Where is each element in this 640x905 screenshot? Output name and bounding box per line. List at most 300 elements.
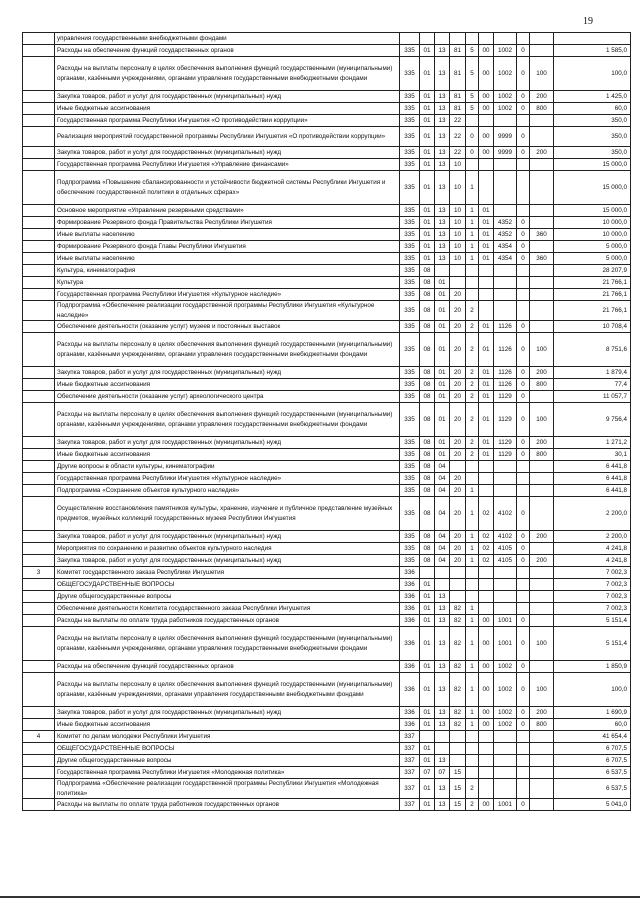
subprogram-code: 5 <box>466 91 479 103</box>
direction-suffix <box>517 171 530 205</box>
direction-code: 1002 <box>494 707 517 719</box>
amount: 21 766,1 <box>554 277 631 289</box>
event-code: 00 <box>479 707 494 719</box>
section-code: 08 <box>420 473 435 485</box>
expense-type-code <box>530 543 554 555</box>
amount: 1 425,0 <box>554 91 631 103</box>
table-row <box>23 755 631 767</box>
expense-type-code <box>530 473 554 485</box>
amount: 21 766,1 <box>554 289 631 301</box>
admin-code: 335 <box>400 45 420 57</box>
expense-type-code: 100 <box>530 57 554 91</box>
amount: 28 207,9 <box>554 265 631 277</box>
row-name: Расходы на обеспечение функций государственных органов <box>55 661 400 673</box>
expense-type-code <box>530 33 554 45</box>
expense-type-code <box>530 591 554 603</box>
subprogram-code: 5 <box>466 57 479 91</box>
subsection-code <box>435 743 450 755</box>
table-row <box>23 779 631 799</box>
row-name: Государственная программа Республики Ингушетия «Молодежная политика» <box>55 767 400 779</box>
row-number <box>23 437 55 449</box>
subprogram-code: 1 <box>466 707 479 719</box>
direction-suffix: 0 <box>517 229 530 241</box>
expense-type-code: 200 <box>530 555 554 567</box>
subprogram-code: 0 <box>466 147 479 159</box>
program-code <box>450 277 466 289</box>
amount: 10 000,0 <box>554 229 631 241</box>
direction-suffix: 0 <box>517 531 530 543</box>
subsection-code: 13 <box>435 205 450 217</box>
expense-type-code: 100 <box>530 627 554 661</box>
section-code: 01 <box>420 627 435 661</box>
table-row <box>23 91 631 103</box>
program-code: 20 <box>450 367 466 379</box>
section-code: 01 <box>420 579 435 591</box>
direction-code: 1126 <box>494 379 517 391</box>
admin-code: 335 <box>400 449 420 461</box>
expense-type-code: 100 <box>530 403 554 437</box>
program-code: 10 <box>450 205 466 217</box>
row-name: Иные бюджетные ассигнования <box>55 449 400 461</box>
table-row <box>23 217 631 229</box>
amount: 6 441,8 <box>554 461 631 473</box>
subsection-code: 07 <box>435 767 450 779</box>
direction-suffix <box>517 755 530 767</box>
program-code: 81 <box>450 103 466 115</box>
subsection-code: 13 <box>435 591 450 603</box>
row-number <box>23 461 55 473</box>
admin-code: 335 <box>400 289 420 301</box>
amount: 350,0 <box>554 147 631 159</box>
section-code: 08 <box>420 497 435 531</box>
event-code: 00 <box>479 627 494 661</box>
section-code: 01 <box>420 603 435 615</box>
table-row <box>23 531 631 543</box>
subsection-code: 01 <box>435 437 450 449</box>
expense-type-code <box>530 485 554 497</box>
table-row <box>23 403 631 437</box>
direction-suffix <box>517 277 530 289</box>
row-number <box>23 555 55 567</box>
subprogram-code <box>466 591 479 603</box>
row-number <box>23 379 55 391</box>
event-code: 01 <box>479 437 494 449</box>
row-number <box>23 603 55 615</box>
section-code: 01 <box>420 661 435 673</box>
direction-code <box>494 159 517 171</box>
section-code: 08 <box>420 301 435 321</box>
direction-code: 1001 <box>494 627 517 661</box>
amount: 2 200,0 <box>554 531 631 543</box>
table-row <box>23 743 631 755</box>
subsection-code: 13 <box>435 253 450 265</box>
row-name: Формирование Резервного фонда Правительства Республики Ингушетия <box>55 217 400 229</box>
direction-code <box>494 473 517 485</box>
direction-suffix <box>517 579 530 591</box>
subprogram-code: 2 <box>466 403 479 437</box>
row-number <box>23 367 55 379</box>
program-code: 22 <box>450 127 466 147</box>
table-row <box>23 253 631 265</box>
row-name: Закупка товаров, работ и услуг для государственных (муниципальных) нужд <box>55 367 400 379</box>
row-number <box>23 57 55 91</box>
subsection-code: 01 <box>435 391 450 403</box>
subsection-code: 13 <box>435 603 450 615</box>
table-row <box>23 205 631 217</box>
subsection-code: 13 <box>435 45 450 57</box>
subsection-code: 01 <box>435 367 450 379</box>
row-number <box>23 799 55 811</box>
subprogram-code: 1 <box>466 171 479 205</box>
row-number: 3 <box>23 567 55 579</box>
row-number <box>23 217 55 229</box>
direction-code: 4102 <box>494 531 517 543</box>
direction-suffix: 0 <box>517 719 530 731</box>
direction-suffix: 0 <box>517 449 530 461</box>
subsection-code: 13 <box>435 799 450 811</box>
direction-code <box>494 731 517 743</box>
row-name: Расходы на выплаты персоналу в целях обеспечения выполнения функций государственными (муниципальными) органами, казёнными учреждениями, органами управления государственными внебюджетными фондами <box>55 333 400 367</box>
program-code: 82 <box>450 661 466 673</box>
subprogram-code: 5 <box>466 103 479 115</box>
table-row <box>23 461 631 473</box>
program-code: 20 <box>450 403 466 437</box>
section-code: 01 <box>420 217 435 229</box>
program-code: 20 <box>450 379 466 391</box>
event-code: 00 <box>479 91 494 103</box>
admin-code: 336 <box>400 579 420 591</box>
direction-suffix: 0 <box>517 379 530 391</box>
row-name: Подпрограмма «Сохранение объектов культурного наследия» <box>55 485 400 497</box>
subprogram-code: 2 <box>466 449 479 461</box>
subsection-code: 13 <box>435 779 450 799</box>
row-number <box>23 755 55 767</box>
section-code: 08 <box>420 461 435 473</box>
subsection-code: 01 <box>435 289 450 301</box>
program-code <box>450 567 466 579</box>
direction-code: 4105 <box>494 543 517 555</box>
direction-code: 1002 <box>494 661 517 673</box>
direction-code <box>494 171 517 205</box>
row-name: Другие общегосударственные вопросы <box>55 755 400 767</box>
event-code: 00 <box>479 57 494 91</box>
subsection-code: 01 <box>435 301 450 321</box>
table-row <box>23 497 631 531</box>
section-code: 08 <box>420 485 435 497</box>
subprogram-code: 2 <box>466 437 479 449</box>
table-row <box>23 543 631 555</box>
subsection-code: 04 <box>435 485 450 497</box>
event-code: 01 <box>479 379 494 391</box>
admin-code: 335 <box>400 241 420 253</box>
event-code <box>479 591 494 603</box>
program-code: 82 <box>450 627 466 661</box>
row-name: Культура <box>55 277 400 289</box>
program-code: 20 <box>450 473 466 485</box>
table-row <box>23 707 631 719</box>
expense-type-code: 100 <box>530 673 554 707</box>
expense-type-code <box>530 567 554 579</box>
row-name: Расходы на выплаты по оплате труда работников государственных органов <box>55 799 400 811</box>
admin-code: 335 <box>400 367 420 379</box>
event-code <box>479 779 494 799</box>
direction-suffix: 0 <box>517 799 530 811</box>
subsection-code <box>435 33 450 45</box>
program-code <box>450 755 466 767</box>
admin-code: 335 <box>400 159 420 171</box>
subprogram-code: 1 <box>466 661 479 673</box>
amount: 5 000,0 <box>554 253 631 265</box>
subprogram-code: 1 <box>466 615 479 627</box>
row-name: Закупка товаров, работ и услуг для государственных (муниципальных) нужд <box>55 147 400 159</box>
subprogram-code <box>466 265 479 277</box>
section-code: 01 <box>420 591 435 603</box>
table-row <box>23 615 631 627</box>
direction-suffix <box>517 567 530 579</box>
row-number <box>23 485 55 497</box>
direction-code: 4354 <box>494 253 517 265</box>
row-name: Закупка товаров, работ и услуг для государственных (муниципальных) нужд <box>55 707 400 719</box>
event-code <box>479 579 494 591</box>
subsection-code: 13 <box>435 673 450 707</box>
amount: 6 441,8 <box>554 473 631 485</box>
direction-code: 1129 <box>494 449 517 461</box>
expense-type-code <box>530 799 554 811</box>
expense-type-code: 360 <box>530 253 554 265</box>
section-code: 01 <box>420 115 435 127</box>
admin-code: 335 <box>400 171 420 205</box>
table-row <box>23 159 631 171</box>
program-code: 20 <box>450 437 466 449</box>
admin-code: 335 <box>400 115 420 127</box>
subprogram-code <box>466 159 479 171</box>
amount: 21 766,1 <box>554 301 631 321</box>
subsection-code: 13 <box>435 127 450 147</box>
direction-suffix: 0 <box>517 673 530 707</box>
direction-code <box>494 603 517 615</box>
expense-type-code: 360 <box>530 229 554 241</box>
amount: 8 751,6 <box>554 333 631 367</box>
program-code: 10 <box>450 241 466 253</box>
section-code: 08 <box>420 543 435 555</box>
program-code: 20 <box>450 301 466 321</box>
row-name: Подпрограмма «Обеспечение реализации государственной программы Республики Ингушетия «Культурное наследие» <box>55 301 400 321</box>
amount: 4 241,8 <box>554 543 631 555</box>
row-name: Обеспечение деятельности (оказание услуг) археологического центра <box>55 391 400 403</box>
program-code: 82 <box>450 673 466 707</box>
section-code: 08 <box>420 391 435 403</box>
table-row <box>23 33 631 45</box>
subsection-code: 13 <box>435 159 450 171</box>
amount: 15 000,0 <box>554 159 631 171</box>
expense-type-code <box>530 321 554 333</box>
program-code: 20 <box>450 497 466 531</box>
direction-code <box>494 115 517 127</box>
admin-code: 335 <box>400 91 420 103</box>
direction-suffix <box>517 289 530 301</box>
admin-code: 335 <box>400 333 420 367</box>
subsection-code: 13 <box>435 627 450 661</box>
direction-code: 1002 <box>494 45 517 57</box>
subsection-code: 01 <box>435 321 450 333</box>
subprogram-code: 2 <box>466 367 479 379</box>
subprogram-code <box>466 755 479 767</box>
subsection-code: 04 <box>435 497 450 531</box>
row-number <box>23 661 55 673</box>
direction-code <box>494 289 517 301</box>
row-number <box>23 45 55 57</box>
table-row <box>23 265 631 277</box>
direction-suffix <box>517 205 530 217</box>
subprogram-code: 2 <box>466 301 479 321</box>
row-number <box>23 265 55 277</box>
row-number <box>23 159 55 171</box>
row-name: управления государственными внебюджетными фондами <box>55 33 400 45</box>
expense-type-code <box>530 171 554 205</box>
program-code: 20 <box>450 289 466 301</box>
row-number <box>23 289 55 301</box>
amount: 6 537,5 <box>554 779 631 799</box>
direction-code <box>494 743 517 755</box>
event-code <box>479 485 494 497</box>
row-number <box>23 743 55 755</box>
section-code: 01 <box>420 171 435 205</box>
admin-code: 335 <box>400 277 420 289</box>
row-number <box>23 321 55 333</box>
admin-code: 335 <box>400 543 420 555</box>
amount: 1 850,9 <box>554 661 631 673</box>
table-row <box>23 567 631 579</box>
row-number <box>23 229 55 241</box>
subprogram-code: 1 <box>466 253 479 265</box>
expense-type-code <box>530 289 554 301</box>
expense-type-code <box>530 115 554 127</box>
direction-suffix: 0 <box>517 437 530 449</box>
section-code: 01 <box>420 615 435 627</box>
row-number <box>23 391 55 403</box>
event-code: 01 <box>479 205 494 217</box>
row-name: Иные выплаты населению <box>55 229 400 241</box>
subsection-code: 13 <box>435 57 450 91</box>
direction-code <box>494 579 517 591</box>
admin-code: 335 <box>400 127 420 147</box>
subsection-code: 13 <box>435 147 450 159</box>
subprogram-code: 1 <box>466 241 479 253</box>
row-name: Государственная программа Республики Ингушетия «Культурное наследие» <box>55 473 400 485</box>
row-number <box>23 779 55 799</box>
event-code: 02 <box>479 531 494 543</box>
row-number <box>23 147 55 159</box>
subprogram-code: 1 <box>466 531 479 543</box>
event-code: 01 <box>479 229 494 241</box>
row-name: Расходы на выплаты по оплате труда работников государственных органов <box>55 615 400 627</box>
admin-code: 337 <box>400 743 420 755</box>
direction-suffix <box>517 485 530 497</box>
expense-type-code <box>530 615 554 627</box>
section-code: 07 <box>420 767 435 779</box>
event-code: 00 <box>479 719 494 731</box>
table-row <box>23 229 631 241</box>
direction-code: 1002 <box>494 57 517 91</box>
direction-code: 9999 <box>494 147 517 159</box>
row-number <box>23 719 55 731</box>
direction-suffix: 0 <box>517 627 530 661</box>
program-code: 10 <box>450 171 466 205</box>
section-code: 08 <box>420 321 435 333</box>
expense-type-code <box>530 779 554 799</box>
expense-type-code: 200 <box>530 147 554 159</box>
direction-code <box>494 485 517 497</box>
admin-code: 335 <box>400 301 420 321</box>
direction-suffix <box>517 767 530 779</box>
subsection-code: 04 <box>435 461 450 473</box>
amount: 10 708,4 <box>554 321 631 333</box>
direction-suffix: 0 <box>517 57 530 91</box>
amount: 15 000,0 <box>554 171 631 205</box>
admin-code: 335 <box>400 437 420 449</box>
amount: 350,0 <box>554 127 631 147</box>
section-code: 01 <box>420 253 435 265</box>
expense-type-code: 200 <box>530 91 554 103</box>
row-name: Другие вопросы в области культуры, кинематографии <box>55 461 400 473</box>
amount: 5 151,4 <box>554 627 631 661</box>
event-code <box>479 289 494 301</box>
section-code: 08 <box>420 437 435 449</box>
event-code: 01 <box>479 253 494 265</box>
admin-code: 337 <box>400 731 420 743</box>
expense-type-code: 800 <box>530 379 554 391</box>
amount: 1 271,2 <box>554 437 631 449</box>
direction-suffix: 0 <box>517 391 530 403</box>
direction-code: 1126 <box>494 367 517 379</box>
subprogram-code: 1 <box>466 217 479 229</box>
direction-suffix <box>517 743 530 755</box>
direction-code <box>494 33 517 45</box>
expense-type-code: 100 <box>530 333 554 367</box>
event-code <box>479 755 494 767</box>
admin-code: 335 <box>400 253 420 265</box>
amount: 7 002,3 <box>554 579 631 591</box>
direction-code: 1129 <box>494 391 517 403</box>
direction-suffix <box>517 591 530 603</box>
subsection-code: 13 <box>435 661 450 673</box>
subsection-code <box>435 731 450 743</box>
direction-suffix: 0 <box>517 45 530 57</box>
row-name: Подпрограмма «Повышение сбалансированности и устойчивости бюджетной системы Республики Ингушетия и обеспечение государственной политики в отдельных сферах» <box>55 171 400 205</box>
direction-code <box>494 265 517 277</box>
event-code: 01 <box>479 367 494 379</box>
subprogram-code: 1 <box>466 673 479 707</box>
row-name: ОБЩЕГОСУДАРСТВЕННЫЕ ВОПРОСЫ <box>55 743 400 755</box>
admin-code <box>400 33 420 45</box>
admin-code: 336 <box>400 591 420 603</box>
direction-suffix: 0 <box>517 615 530 627</box>
amount: 41 654,4 <box>554 731 631 743</box>
subprogram-code <box>466 567 479 579</box>
expense-type-code <box>530 205 554 217</box>
expense-type-code: 200 <box>530 367 554 379</box>
amount: 9 756,4 <box>554 403 631 437</box>
program-code: 82 <box>450 615 466 627</box>
program-code: 15 <box>450 767 466 779</box>
amount: 100,0 <box>554 57 631 91</box>
subsection-code <box>435 567 450 579</box>
table-row <box>23 555 631 567</box>
expense-type-code <box>530 603 554 615</box>
row-number: 4 <box>23 731 55 743</box>
table-row <box>23 321 631 333</box>
expense-type-code <box>530 579 554 591</box>
